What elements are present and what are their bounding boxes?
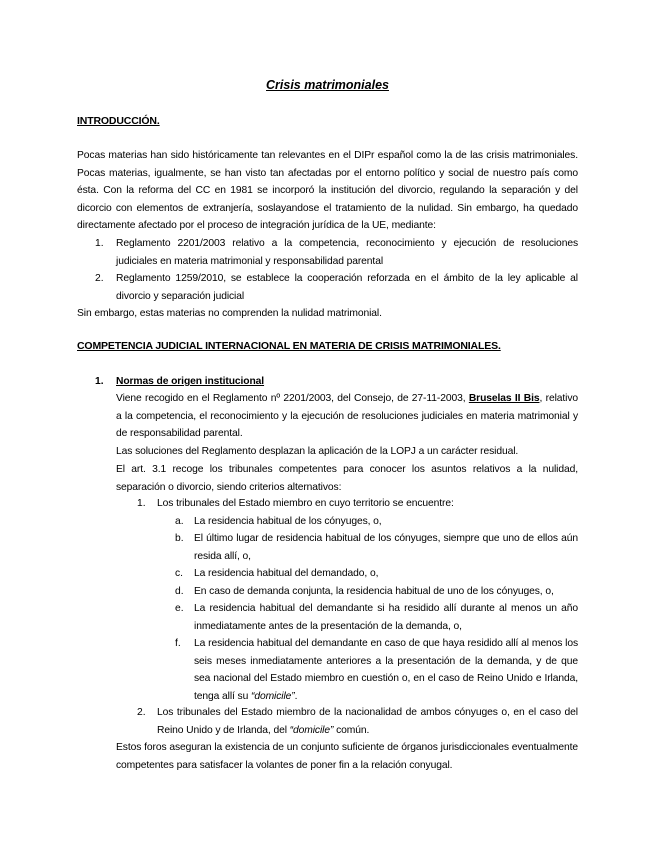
domicile-term: “domicile” [251, 690, 295, 702]
crit2-end: común. [333, 724, 370, 736]
sub-letter: d. [175, 586, 184, 597]
intro-list-number: 2. [95, 273, 104, 284]
sub-letter: a. [175, 516, 184, 527]
section-paragraph-2: Las soluciones del Reglamento desplazan la aplicación de la LOPJ a un carácter residual. [116, 446, 519, 457]
sub-letter: f. [175, 638, 181, 649]
sub-letter: e. [175, 603, 184, 614]
intro-heading: INTRODUCCIÓN. [77, 115, 160, 127]
domicile-term: “domicile” [289, 724, 334, 736]
section-paragraph-4: Estos foros aseguran la existencia de un conjunto suficiente de órganos jurisdiccionales eventualmente competentes para satisfacer la volantes de poner fin a la relación conyugal. [116, 742, 578, 771]
section-item-number: 1. [95, 376, 104, 387]
intro-list-item: Reglamento 1259/2010, se establece la cooperación reforzada en el ámbito de la ley aplicable al divorcio y separación judicial [116, 273, 578, 302]
p1-text: Viene recogido en el Reglamento nº 2201/2003, del Consejo, de 27-11-2003, [116, 393, 466, 404]
criterion-text: Los tribunales del Estado miembro en cuyo territorio se encuentre: [157, 498, 454, 509]
section-paragraph-3: El art. 3.1 recoge los tribunales competentes para conocer los asuntos relativos a la nulidad, separación o divorcio, siendo criterios alternativos: [116, 464, 578, 493]
section-item-title: Normas de origen institucional [116, 376, 265, 387]
sub-letter: b. [175, 533, 184, 544]
sub-text [194, 635, 578, 705]
section-paragraph-1 [116, 390, 578, 443]
intro-paragraph: Pocas materias han sido históricamente tan relevantes en el DIPr español como la de las crisis matrimoniales. Pocas materias, igualmente, se han visto tan afectadas por el entorno político y social de nuestro país como ésta. Con la reforma del CC en 1981 se incorporó la institución del divorcio, regulando la separación y del dicorcio con elementos de extranjería, soslayandose el tratamiento de la nulidad. Sin embargo, ha quedado directamente afectado por el proceso de integración jurídica de la UE, mediante: [77, 150, 578, 232]
section-heading: COMPETENCIA JUDICIAL INTERNACIONAL EN MATERIA DE CRISIS MATRIMONIALES. [77, 340, 501, 352]
intro-closing: Sin embargo, estas materias no comprenden la nulidad matrimonial. [77, 308, 382, 319]
sub-f-end: . [294, 690, 298, 702]
sub-text: La residencia habitual del demandante si ha residido allí durante al menos un año inmediatamente antes de la presentación de la demanda, o, [194, 603, 578, 632]
crit2-text: Los tribunales del Estado miembro de la nacionalidad de ambos cónyuges o, en el caso del Reino Unido y de Irlanda, del [157, 707, 578, 736]
criterion-number: 2. [137, 707, 146, 718]
sub-text: La residencia habitual de los cónyuges, o, [194, 516, 382, 527]
regulation-name: Bruselas II Bis [468, 393, 540, 404]
intro-list-item: Reglamento 2201/2003 relativo a la competencia, reconocimiento y ejecución de resoluciones judiciales en materia matrimonial y responsabilidad parental [116, 238, 578, 267]
sub-text: El último lugar de residencia habitual de los cónyuges, siempre que uno de ellos aún resida allí, o, [194, 533, 578, 562]
sub-text: La residencia habitual del demandado, o, [194, 568, 379, 579]
p1-text-end: , relativo a la competencia, el reconocimiento y la ejecución de resoluciones judiciales en materia matrimonial y de responsabilidad parental. [116, 393, 579, 440]
sub-f-text: La residencia habitual del demandante en caso de que haya residido allí al menos los seis meses inmediatamente anteriores a la presentación de la demanda, y de que sea nacional del Estado miembro en cuestión o, en el caso de Reino Unido e Irlanda, tenga allí su [194, 638, 578, 702]
criterion-number: 1. [137, 498, 146, 509]
criterion-text [157, 704, 578, 739]
page-title: Crisis matrimoniales [266, 78, 389, 92]
sub-text: En caso de demanda conjunta, la residencia habitual de uno de los cónyuges, o, [194, 586, 554, 597]
intro-list-number: 1. [95, 238, 104, 249]
sub-letter: c. [175, 568, 184, 579]
